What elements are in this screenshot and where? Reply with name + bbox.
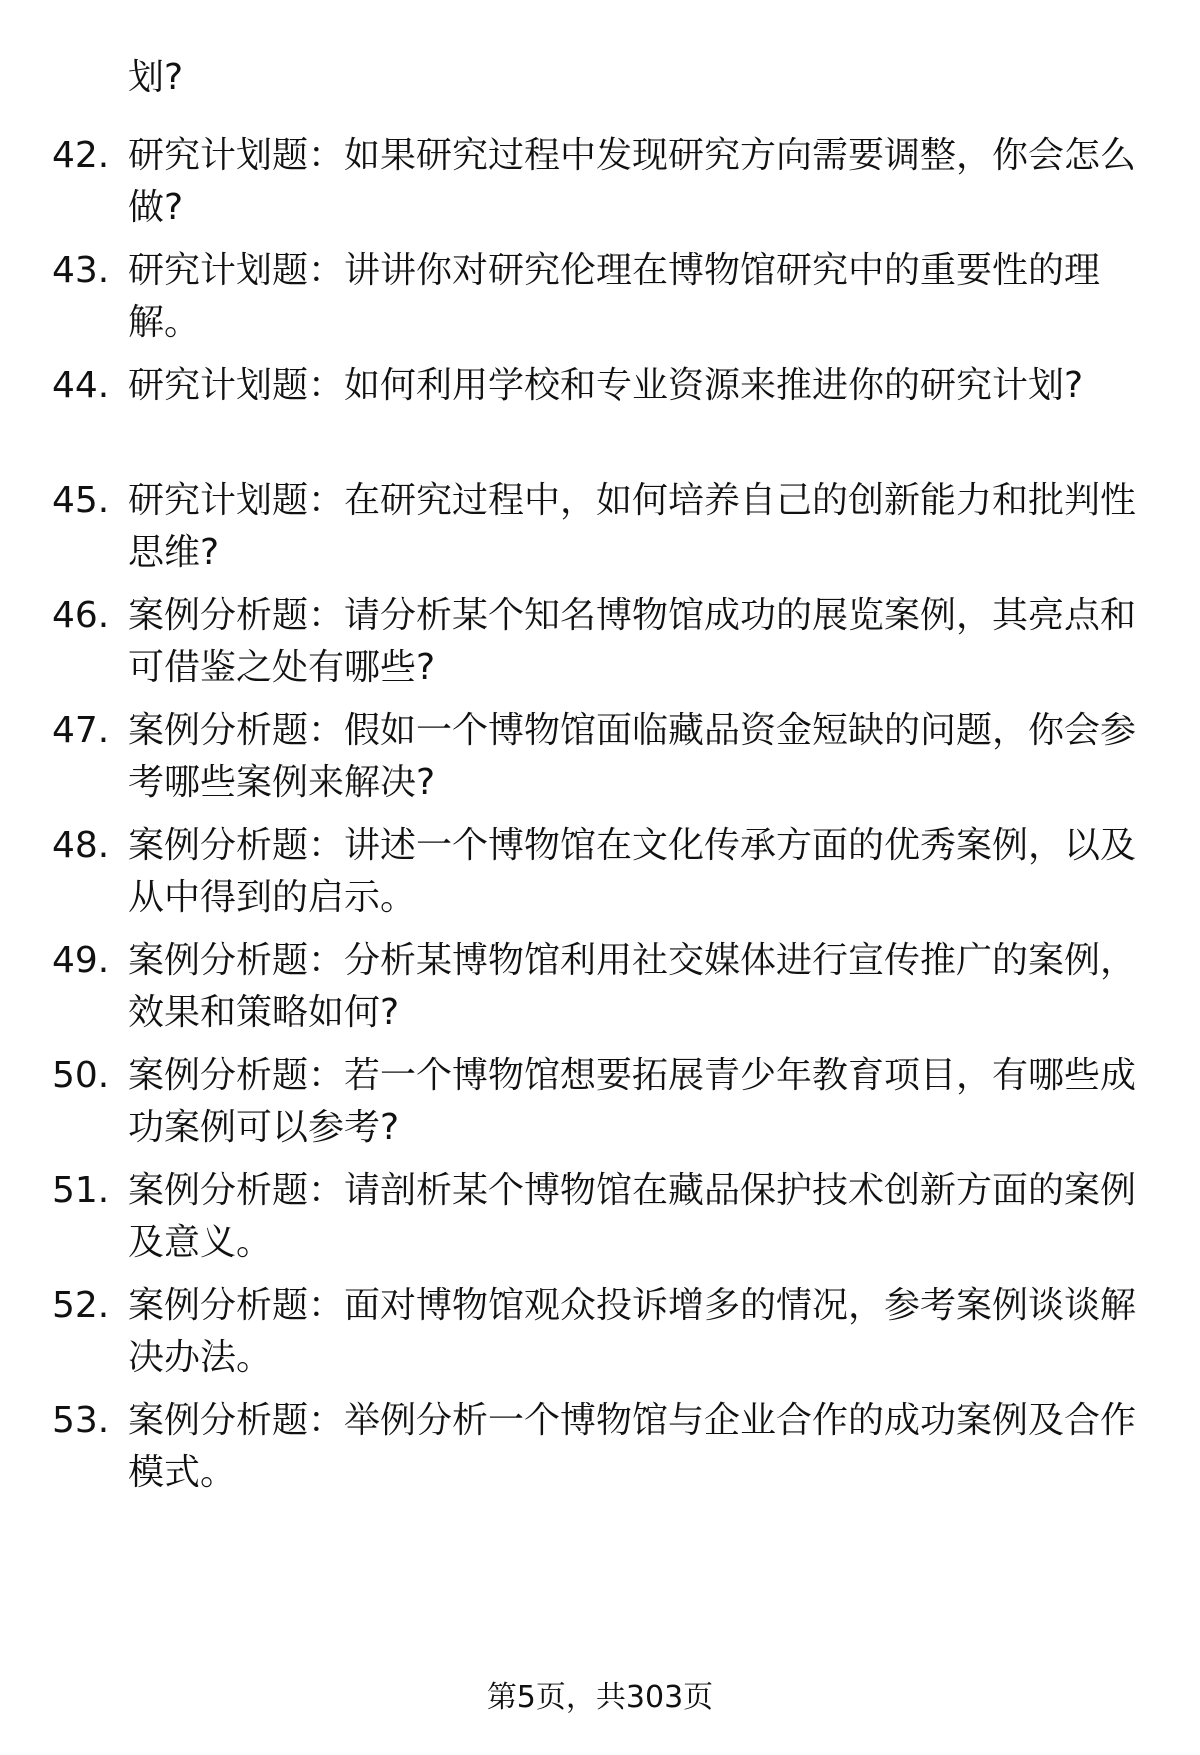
question-text: 案例分析题：讲述一个博物馆在文化传承方面的优秀案例，以及从中得到的启示。 (128, 825, 1137, 918)
question-text: 案例分析题：分析某博物馆利用社交媒体进行宣传推广的案例，效果和策略如何? (128, 940, 1137, 1033)
question-number: 42. (52, 135, 110, 176)
question-text: 案例分析题：若一个博物馆想要拓展青少年教育项目，有哪些成功案例可以参考? (128, 1055, 1137, 1148)
question-number: 45. (52, 480, 110, 521)
question-text: 案例分析题：请剖析某个博物馆在藏品保护技术创新方面的案例及意义。 (128, 1170, 1137, 1263)
question-text: 研究计划题：在研究过程中，如何培养自己的创新能力和批判性思维? (128, 480, 1137, 573)
continued-question-text: 划? (128, 57, 184, 98)
page-number-footer: 第5页，共303页 (486, 1680, 714, 1715)
question-number: 53. (52, 1400, 110, 1441)
question-number: 50. (52, 1055, 110, 1096)
question-number: 44. (52, 365, 110, 406)
question-number: 48. (52, 825, 110, 866)
question-text: 案例分析题：假如一个博物馆面临藏品资金短缺的问题，你会参考哪些案例来解决? (128, 710, 1137, 803)
question-text: 研究计划题：如果研究过程中发现研究方向需要调整，你会怎么做? (128, 135, 1137, 228)
question-number: 46. (52, 595, 110, 636)
question-text: 案例分析题：举例分析一个博物馆与企业合作的成功案例及合作模式。 (128, 1400, 1137, 1493)
question-number: 52. (52, 1285, 110, 1326)
question-number: 47. (52, 710, 110, 751)
question-number: 43. (52, 250, 110, 291)
question-text: 案例分析题：请分析某个知名博物馆成功的展览案例，其亮点和可借鉴之处有哪些? (128, 595, 1137, 688)
question-text: 研究计划题：讲讲你对研究伦理在博物馆研究中的重要性的理解。 (128, 250, 1101, 343)
question-text: 研究计划题：如何利用学校和专业资源来推进你的研究计划? (128, 365, 1084, 406)
question-number: 51. (52, 1170, 110, 1211)
question-text: 案例分析题：面对博物馆观众投诉增多的情况，参考案例谈谈解决办法。 (128, 1285, 1137, 1378)
question-number: 49. (52, 940, 110, 981)
